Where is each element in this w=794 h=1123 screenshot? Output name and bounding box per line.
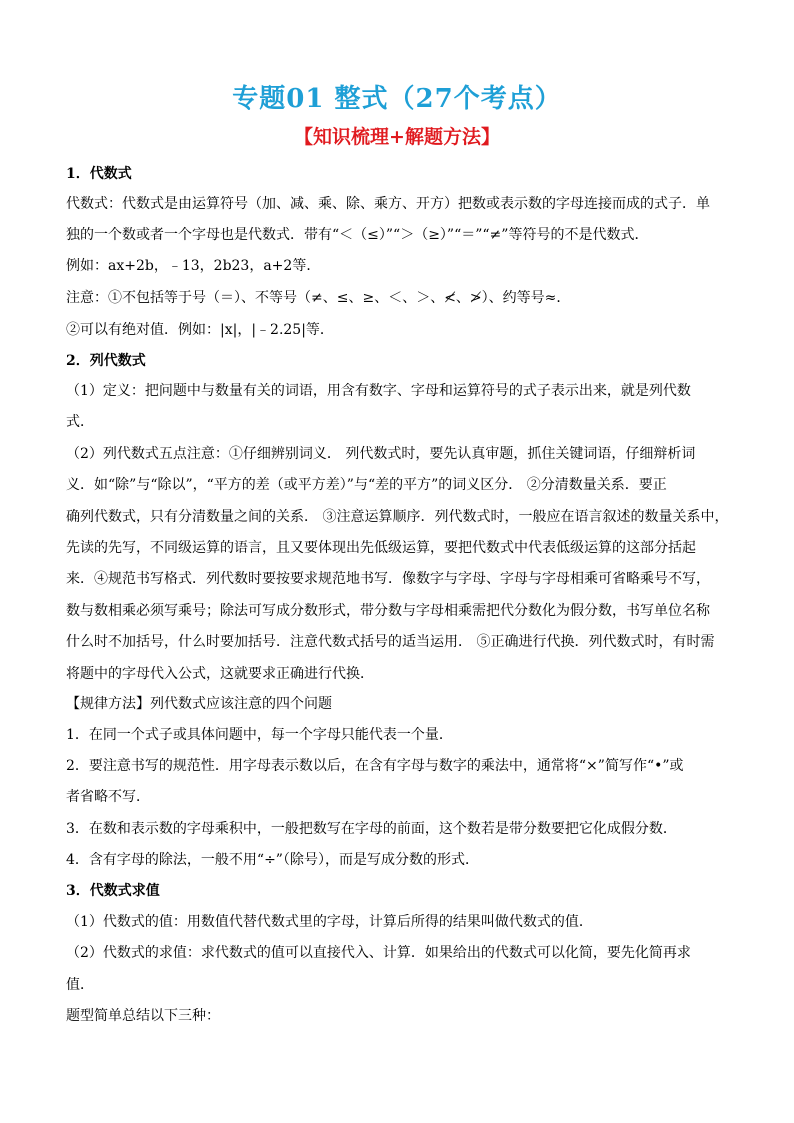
- page-subtitle: 【知识梳理+解题方法】: [294, 126, 500, 148]
- list-item: 1．在同一个式子或具体问题中，每一个字母只能代表一个量．: [66, 727, 453, 743]
- paragraph-line: （1）代数式的值：用数值代替代数式里的字母，计算后所得的结果叫做代数式的值．: [66, 914, 593, 930]
- note-line: ②可以有绝对值．例如：|x|，|﹣2.25|等．: [66, 322, 334, 338]
- paragraph-line: 式．: [66, 414, 94, 430]
- section-heading-3: 3．代数式求值: [66, 883, 160, 899]
- list-item: 者省略不写．: [66, 789, 150, 805]
- paragraph-line: （2）代数式的求值：求代数式的值可以直接代入、计算．如果给出的代数式可以化简，要先化简再求: [66, 945, 691, 961]
- paragraph-line: （2）列代数式五点注意：①仔细辨别词义． 列代数式时，要先认真审题，抓住关键词语，仔细辩析词: [66, 446, 696, 462]
- page-title: 专题01 整式（27个考点）: [232, 84, 562, 114]
- method-heading: 【规律方法】列代数式应该注意的四个问题: [66, 696, 332, 712]
- paragraph-line: 先读的先写，不同级运算的语言，且又要体现出先低级运算，要把代数式中代表低级运算的这部分括起: [66, 540, 696, 556]
- paragraph-line: 来．④规范书写格式．列代数时要按要求规范地书写．像数字与字母、字母与字母相乘可省略乘号不写，: [66, 571, 710, 587]
- paragraph-line: 独的一个数或者一个字母也是代数式．带有“＜（≤）”“＞（≥）”“＝”“≠”等符号的不是代数式．: [66, 227, 649, 243]
- list-item: 3．在数和表示数的字母乘积中，一般把数写在字母的前面，这个数若是带分数要把它化成假分数．: [66, 821, 677, 837]
- example-line: 例如：ax+2b，﹣13，2b23，a+2等．: [66, 258, 321, 274]
- paragraph-line: 什么时不加括号，什么时要加括号．注意代数式括号的适当运用． ⑤正确进行代换．列代数式时，有时需: [66, 634, 715, 650]
- paragraph-line: （1）定义：把问题中与数量有关的词语，用含有数字、字母和运算符号的式子表示出来，就是列代数: [66, 383, 691, 399]
- paragraph-line: 确列代数式，只有分清数量之间的关系． ③注意运算顺序．列代数式时，一般应在语言叙述的数量关系中，: [66, 509, 729, 525]
- paragraph-line: 将题中的字母代入公式，这就要求正确进行代换．: [66, 666, 374, 682]
- paragraph-line: 代数式：代数式是由运算符号（加、减、乘、除、乘方、开方）把数或表示数的字母连接而成的式子．单: [66, 196, 710, 212]
- list-item: 4．含有字母的除法，一般不用“÷”（除号），而是写成分数的形式．: [66, 852, 479, 868]
- paragraph-line: 值．: [66, 977, 94, 993]
- note-line: 注意：①不包括等于号（＝）、不等号（≠、≤、≥、＜、＞、≮、≯）、约等号≈．: [66, 290, 571, 306]
- paragraph-line: 义．如“除”与“除以”，“平方的差（或平方差）”与“差的平方”的词义区分． ②分清数量关系．要正: [66, 477, 667, 493]
- section-heading-1: 1．代数式: [66, 166, 132, 182]
- list-item: 2．要注意书写的规范性．用字母表示数以后，在含有字母与数字的乘法中，通常将“×”简写作“•”或: [66, 758, 684, 774]
- paragraph-line: 题型简单总结以下三种：: [66, 1008, 220, 1024]
- paragraph-line: 数与数相乘必须写乘号；除法可写成分数形式，带分数与字母相乘需把代分数化为假分数，书写单位名称: [66, 603, 710, 619]
- section-heading-2: 2．列代数式: [66, 353, 146, 369]
